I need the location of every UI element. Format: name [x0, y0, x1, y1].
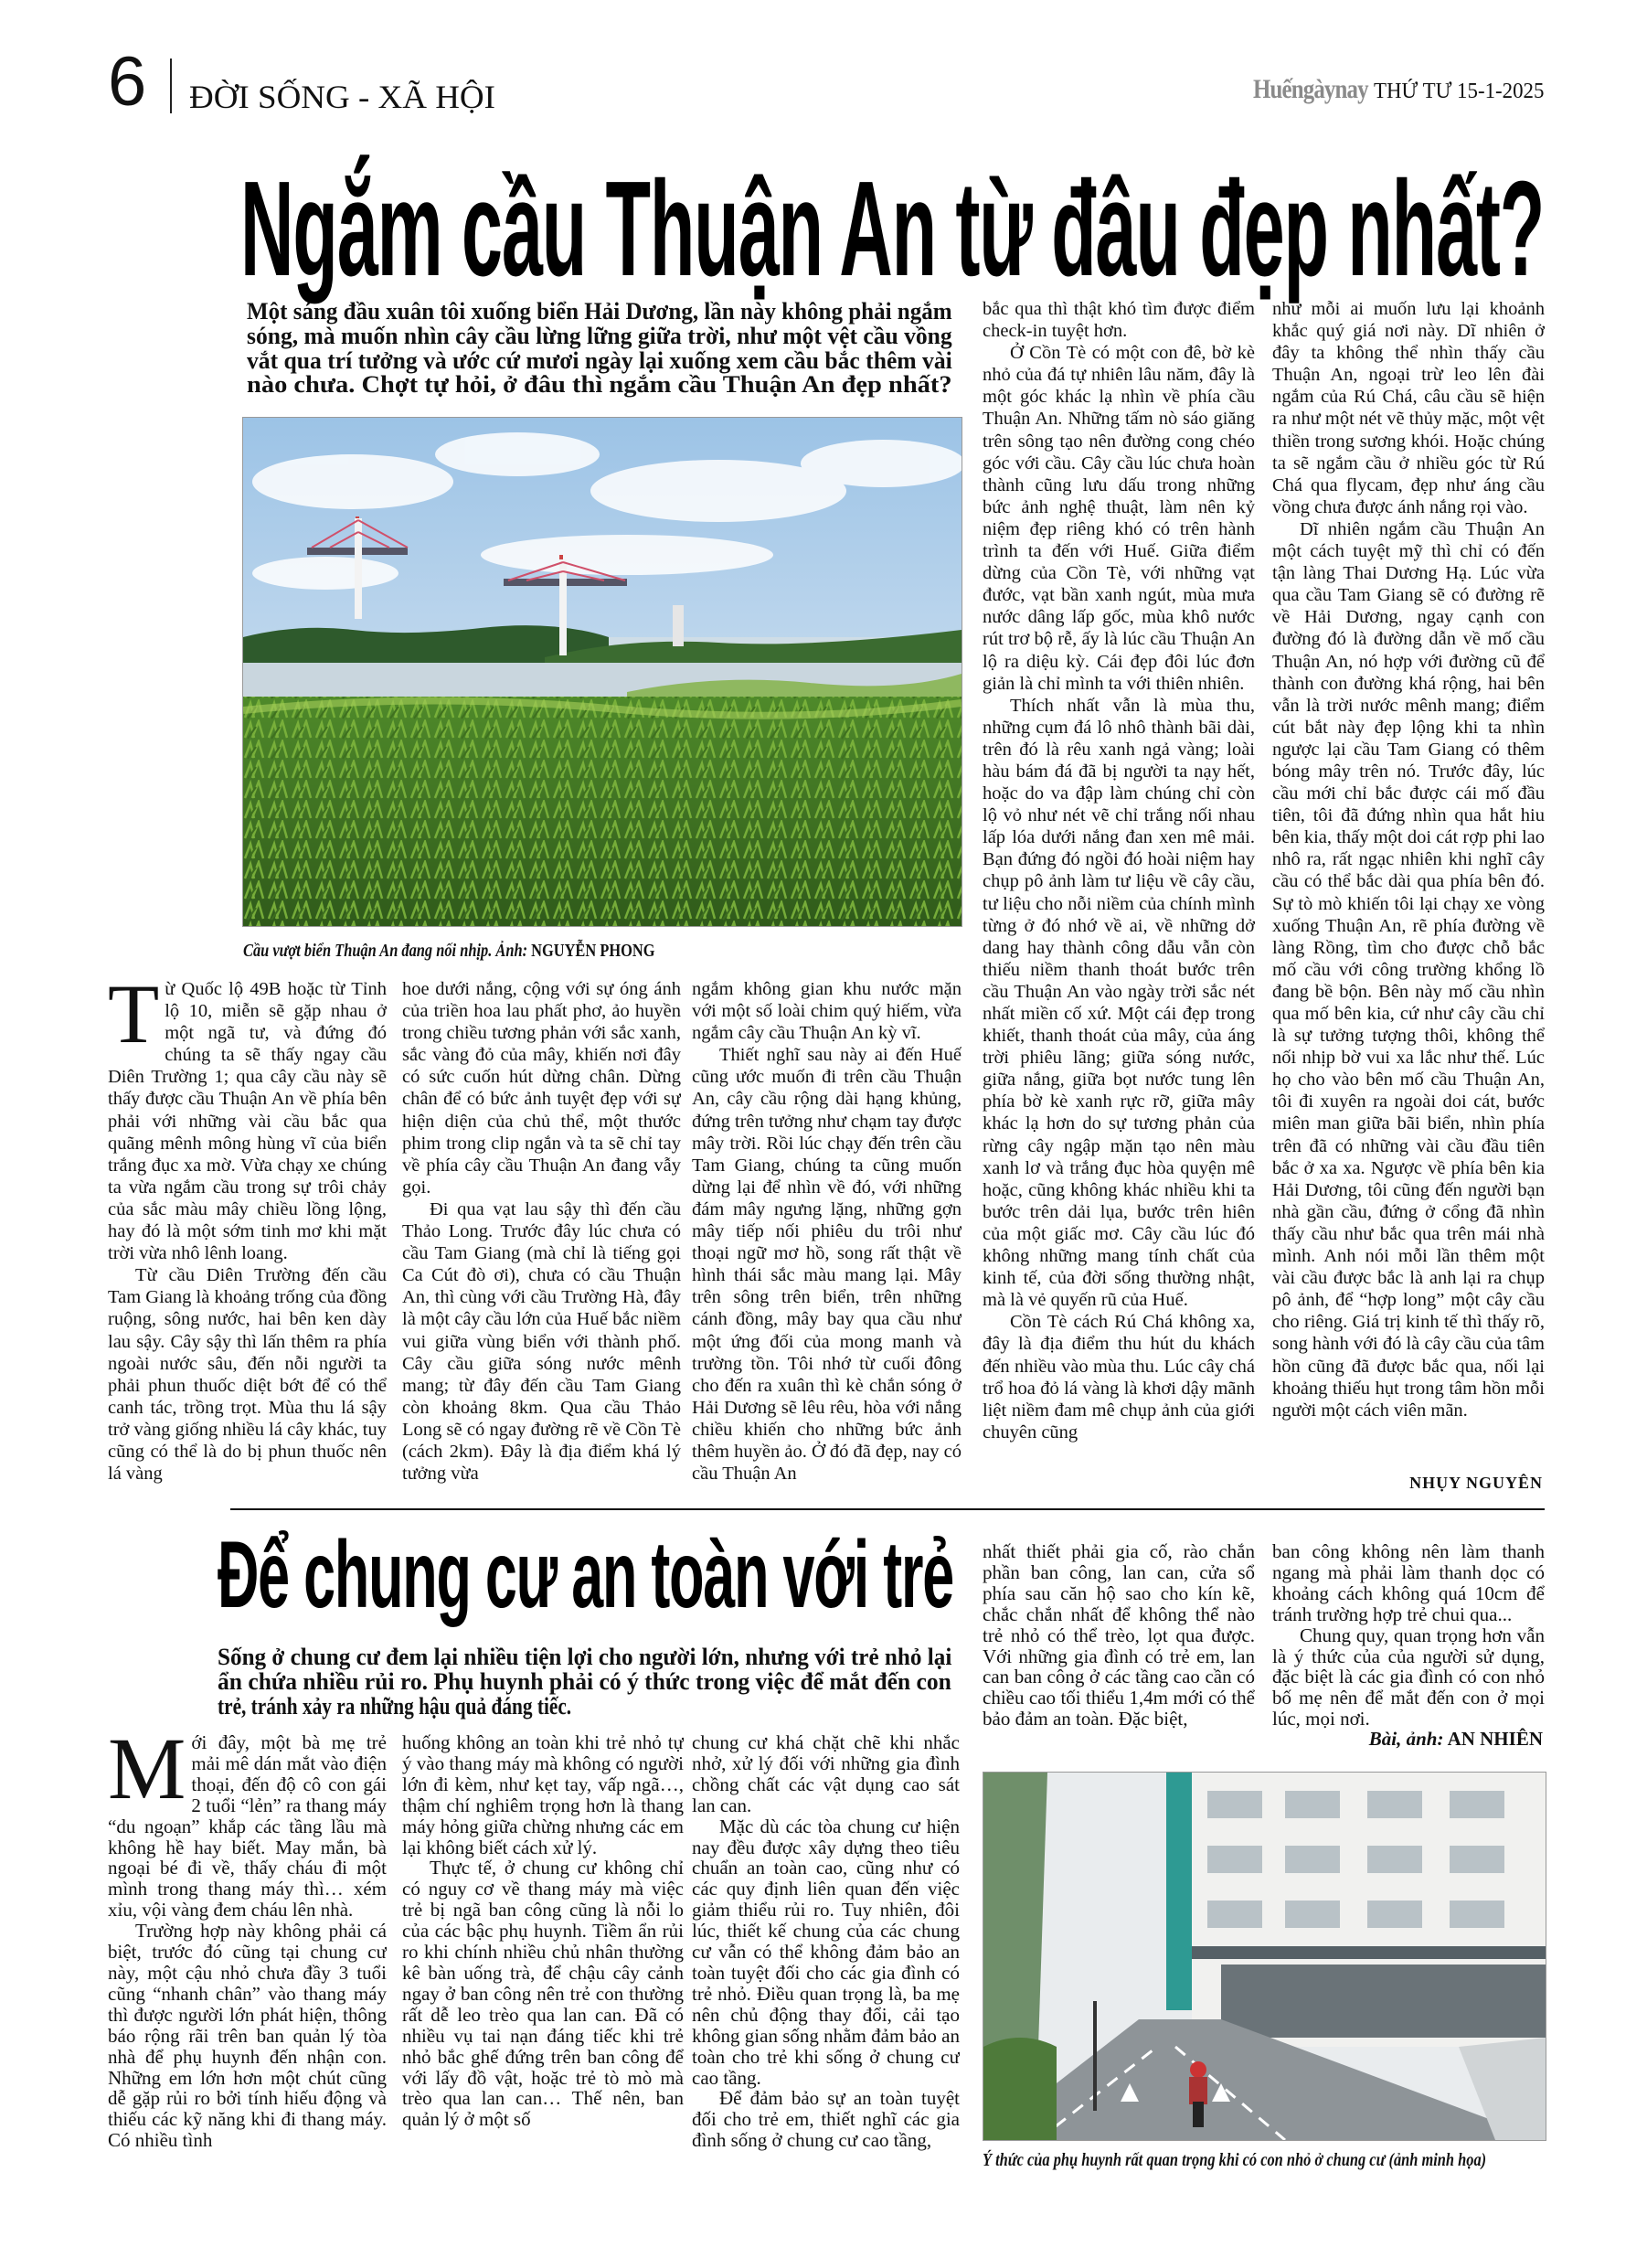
photo-credit: NGUYỄN PHONG: [531, 941, 655, 961]
bridge-photo: [242, 417, 962, 927]
lead-line: vắt qua trí tưởng và ước cứ mươi ngày lại xuống xem cầu bắc thêm vài: [247, 346, 952, 374]
byline-name: AN NHIÊN: [1447, 1728, 1543, 1750]
apartment-photo: [983, 1772, 1546, 2141]
article1-column-5: [1272, 298, 1545, 1464]
paragraph: huống không an toàn khi trẻ nhỏ tự ý vào thang máy mà không có người lớn đi kèm, như kẹt tay, vấp ngã…, thậm chí nghiêm trọng hơn là thang máy hỏng giữa chừng nhưng các em lại không biết cách xử lý.: [402, 1732, 684, 1858]
article-divider: [230, 1508, 1545, 1510]
apartment-photo-image: [983, 1773, 1546, 2140]
paragraph: ừ Quốc lộ 49B hoặc từ Tỉnh lộ 10, miễn sẽ gặp nhau ở một ngã tư, và đứng đó chúng ta sẽ thấy ngay cầu Diên Trường 1; qua cây cầu này sẽ thấy được cầu Thuận An về phía bên phải với những vài cầu bắc qua quãng mênh mông hùng vĩ của biển trắng đục xa mờ. Vừa chạy xe chúng ta vừa ngắm cầu trong sự trôi chảy của sắc màu mây chiều lồng lộng, hay đó là một sớm tinh mơ khi mặt trời vừa nhô lênh loang.: [108, 979, 387, 1264]
paragraph: chung cư khá chặt chẽ khi nhắc nhở, xử lý đối với những gia đình chồng chất các vật dụng cao sát lan can.: [692, 1732, 960, 1816]
paragraph: Cồn Tè cách Rú Chá không xa, đây là địa điểm thu hút du khách đến nhiều vào mùa thu. Lúc cây chá trổ hoa đỏ lá vàng là khơi dậy mãnh liệt niềm đam mê chụp ảnh của giới chuyên cũng: [983, 1312, 1255, 1443]
article1-headline-text: Ngắm cầu Thuận An từ đâu đẹp nhất?: [240, 154, 1545, 304]
newspaper-logo-text: Huếngàynay: [1253, 74, 1368, 104]
paragraph: ban công không nên làm thanh ngang mà phải làm thanh dọc có khoảng cách không quá 10cm để tránh trường hợp trẻ chui qua...: [1272, 1541, 1545, 1625]
paragraph: Thiết nghĩ sau này ai đến Huế cũng ước muốn đi trên cầu Thuận An, cây cầu rộng dài hạng khủng, đứng trên tưởng như chạm tay được mây trời. Rồi lúc chạy đến trên cầu Tam Giang, chúng ta cũng muốn dừng lại để nhìn về đó, với những đám mây ngưng lặng, những gợn mây tiếp nối phiêu du trôi như thoại ngữ mơ hồ, song rất thật về hình thái sắc màu mang lại. Mây trên sông trên biển, trên những cánh đồng, mây bay qua cầu như một ứng đối của mong manh và trường tồn. Tôi nhớ từ cuối đông cho đến ra xuân thì kè chắn sóng ở Hải Dương sẽ lêu rêu, hòa với nắng chiều khiến cho những bức ảnh thêm huyền ảo. Ở đó đã đẹp, nay có cầu Thuận An: [692, 1045, 962, 1485]
section-title: [189, 79, 495, 115]
bridge-photo-image: [243, 418, 962, 926]
paragraph: hoe dưới nắng, cộng với sự óng ánh của triền hoa lau phất phơ, ảo huyền trong chiều tương phản với sắc xanh, sắc vàng đỏ của mây, khiến nơi đây có sức cuốn hút dừng chân. Dừng chân để có bức ảnh tuyệt đẹp với sự hiện diện của chủ thể, một thước phim trong clip ngắn và ta sẽ chỉ tay về phía cây cầu Thuận An đang vẫy gọi.: [402, 979, 681, 1198]
paragraph: Trường hợp này không phải cá biệt, trước đó cũng tại chung cư này, một cậu nhỏ chưa đầy 3 tuổi cũng “nhanh chân” vào thang máy thì được người lớn phát hiện, thông báo rộng rãi trên ban quản lý tòa nhà để phụ huynh đến nhận con. Những em lớn hơn một chút cũng dễ gặp rủi ro bởi tính hiếu động và thiếu các kỹ năng khi đi thang máy. Có nhiều tình: [108, 1920, 387, 2152]
paragraph: ới đây, một bà mẹ trẻ mải mê dán mắt vào điện thoại, đến độ cô con gái 2 tuổi “lẻn” ra thang máy “du ngoạn” khắp các tầng lầu mà không hề hay biết. May mắn, bà ngoại bé đi về, thấy cháu đi một mình trong thang máy thì… xém xỉu, vội vàng đem cháu lên nhà.: [108, 1732, 387, 1922]
paragraph: nhất thiết phải gia cố, rào chắn phần ban công, lan can, cửa sổ phía sau căn hộ sao cho kín kẽ, chắc chắn nhất để không thể nào trẻ nhỏ có thể trèo, lọt qua được. Với những gia đình có trẻ em, lan can ban công ở các tầng cao cần có chiều cao tối thiểu 1,4m mới có thể bảo đảm an toàn. Đặc biệt,: [983, 1541, 1255, 1730]
article2-column-1: [108, 1732, 387, 2180]
paragraph: bắc qua thì thật khó tìm được điểm check-in tuyệt hơn.: [983, 299, 1255, 342]
lead-line: Một sáng đầu xuân tôi xuống biển Hải Dương, lần này không phải ngắm: [247, 298, 952, 325]
article2-column-5: [1272, 1541, 1545, 1733]
paragraph: Thực tế, ở chung cư không chỉ có nguy cơ về thang máy mà việc trẻ bị ngã ban công cũng là nỗi lo của các bậc phụ huynh. Tiềm ẩn rủi ro khi chính nhiều chủ nhân thường kê bàn uống trà, để chậu cây cảnh ngay ở ban công nên trẻ con thường rất dễ leo trèo qua lan can. Đã có nhiều vụ tai nạn đáng tiếc khi trẻ nhỏ bắc ghế đứng trên ban công để với lấy đồ vật, hoặc trẻ tò mò mà trèo qua lan can… Thế nên, ban quản lý ở một số: [402, 1857, 684, 2131]
article1-lead: [247, 300, 952, 398]
article2-lead: [218, 1645, 951, 1719]
page-number: 6: [108, 43, 147, 121]
drop-cap: T: [108, 978, 160, 1060]
lead-line: ẩn chứa nhiều rủi ro. Phụ huynh phải có ý thức trong việc để mắt đến con: [218, 1667, 951, 1695]
paragraph: Mặc dù các tòa chung cư hiện nay đều được xây dựng theo tiêu chuẩn an toàn cao, cũng như có các quy định liên quan đến việc giảm thiểu rủi ro. Tuy nhiên, đôi lúc, thiết kế chung của các chung cư vẫn có thể không đảm bảo an toàn tuyệt đối cho các gia đình có trẻ nhỏ. Điều quan trọng là, ba mẹ nên chủ động thay đổi, cải tạo không gian sống nhằm đảm bảo an toàn cho trẻ khi sống ở chung cư cao tầng.: [692, 1815, 960, 2089]
article2-byline: [1270, 1728, 1543, 1751]
article1-column-1: [108, 978, 387, 1486]
paragraph: Chung quy, quan trọng hơn vẫn là ý thức của của người sử dụng, đặc biệt là các gia đình có con nhỏ bố mẹ nên để mắt đến con ở mọi lúc, mọi nơi.: [1272, 1624, 1545, 1730]
paragraph: Đi qua vạt lau sậy thì đến cầu Thảo Long. Trước đây lúc chưa có cầu Tam Giang (mà chỉ là tiếng gọi Ca Cút đò ơi), chưa có cầu Thuận An, thì cùng với cầu Trường Hà, đây là một cây cầu lớn của Huế bắc niềm vui giữa vùng biển với thành phố. Cây cầu giữa sóng nước mênh mang; từ đây đến cầu Tam Giang còn khoảng 8km. Qua cầu Thảo Long sẽ có ngay đường rẽ về Cồn Tè (cách 2km). Đây là địa điểm khá lý tưởng vừa: [402, 1198, 681, 1485]
paragraph: Dĩ nhiên ngắm cầu Thuận An một cách tuyệt mỹ thì chỉ có đến tận làng Thai Dương Hạ. Lúc vừa qua cầu Tam Giang sẽ có đường rẽ về Hải Dương, ngay cạnh con đường đó là đường dẫn về mố cầu Thuận An, nó hợp với đường cũ để thành con đường khá rộng, hai bên vẫn là trời nước mênh mang; điểm cút bắt này đẹp lộng khi ta nhìn ngược lại cầu Tam Giang có thêm bóng mây trên nó. Trước đây, lúc cầu mới chỉ bắc được cái mố đầu tiên, tôi đã đứng nhìn qua hắt hiu bên kia, thấy một doi cát rợp phi lao nhô ra, rất ngạc nhiên khi nghĩ cây cầu có thể bắc dài qua phía bên đó. Sự tò mò khiến tôi lại chạy xe vòng xuống Thuận An, rẽ phía đường về làng Rồng, tìm cho được chỗ bắc mố cầu với công trường khổng lồ đang bề bộn. Bên này mố cầu nhìn qua mố bên kia, cứ như cây cầu chỉ là sự tưởng tượng thôi, không thể nối nhịp bờ vui xa lắc như thế. Lúc họ cho vào bên mố cầu Thuận An, tôi đi xuyên ra ngoài doi cát, bước miên man giữa bãi biển, nhìn phía trên đã có những vài cầu đầu tiên bắc ở xa xa. Ngược về phía bên kia Hải Dương, tôi cũng đến người bạn nhà gần cầu, đứng ở cổng đã nhìn thấy cầu như bắc qua trên mái nhà mình. Anh nói mỗi lần thêm một vài cầu được bắc là anh lại ra chụp pô ảnh, để “hợp long” một cây cầu cho riêng. Giá trị kinh tế thì thấy rõ, song hành với đó là cây cầu của tâm hồn cũng đã được bắc qua, nối lại khoảng thiếu hụt trong tâm hồn mỗi người một cách viên mãn.: [1272, 518, 1545, 1421]
article2-headline-text: Để chung cư an toàn với trẻ: [218, 1522, 953, 1628]
header-divider: [170, 59, 172, 113]
paragraph: Ở Cồn Tè có một con đê, bờ kè nhỏ của đá tự nhiên lâu năm, đây là một góc khác lạ nhìn về phía cầu Thuận An. Những tấm nò sáo giăng trên sông tạo nên đường cong chéo góc với cầu. Cây cầu lúc chưa hoàn thành cũng lưu dấu trong những bức ảnh nghệ thuật, làm nên kỷ niệm đẹp riêng khó có trên hành trình ta đến với Huế. Giữa điểm dừng của Cồn Tè, với những vạt đước, vạt bần xanh ngút, mùa mưa nước dâng lấp gốc, mùa khô nước rút trơ bộ rễ, ấy là lúc cầu Thuận An lộ ra diệu kỳ. Cái đẹp đôi lúc đơn giản là chỉ mình ta với thiên nhiên.: [983, 343, 1255, 694]
section-title-text: ĐỜI SỐNG - XÃ HỘI: [189, 79, 495, 115]
article1-headline: [240, 154, 1545, 304]
article1-column-4: [983, 298, 1255, 1486]
lead-line: nào chưa. Chợt tự hỏi, ở đâu thì ngắm cầu Thuận An đẹp nhất?: [247, 371, 952, 399]
issue-date-text: THỨ TƯ 15-1-2025: [1374, 80, 1545, 103]
lead-line: trẻ, tránh xảy ra những hậu quả đáng tiếc.: [218, 1692, 572, 1720]
article2-photo-caption: [983, 2150, 1545, 2170]
paragraph: Từ cầu Diên Trường đến cầu Tam Giang là khoảng trống của đồng ruộng, sông nước, hai bên ken dày lau sậy. Cây sậy thì lấn thêm ra phía ngoài nước sâu, đến nỗi người ta phải phun thuốc diệt bớt để có thể canh tác, trồng trọt. Mùa thu lá sậy trở vàng giống nhiều lá cây khác, tuy cũng có thể là do bị phun thuốc nên lá vàng: [108, 1265, 387, 1485]
article1-author: NHỤY NGUYÊN: [1409, 1474, 1543, 1492]
issue-date: [1374, 79, 1544, 104]
article1-column-2: [402, 978, 681, 1486]
lead-line: Sống ở chung cư đem lại nhiều tiện lợi cho người lớn, nhưng với trẻ nhỏ lại: [218, 1644, 952, 1670]
byline-label: Bài, ảnh:: [1368, 1728, 1444, 1750]
paragraph: Thích nhất vẫn là mùa thu, những cụm đá lô nhô thành bãi dài, trên đó là rêu xanh ngả vàng; loài hàu bám đá đã bị người ta nạy hết, hoặc do va đập làm chúng chỉ còn lộ vỏ như nét vẽ chỉ trắng nối nhau lấp lóa dưới nắng đan xen mê mải. Bạn đứng đó ngồi đó hoài niệm hay chụp pô ảnh làm tư liệu về cây cầu, tư liệu cho nỗi niềm của chính mình từng ở đó nhớ về ai, về những dở dang hay thành công dẫu vẫn còn thiếu niềm thanh thoát bước trên cầu Thuận An vào ngày trời sắc nét nhất miền cố xứ. Một cái đẹp trong khiết, thanh thoát của mây, của áng trời phiêu lãng; giữa sóng nước, giữa nắng, giữa bọt nước tung lên phía bờ kè xanh rực rỡ, giữa mây khác lạ hơn do sự tương phản của rừng cây ngập mặn tạo nên màu xanh lơ và trắng đục hòa quyện mê hoặc, cũng không khác nhiều khi ta bước trên dải lụa, bước trên hiên của một giấc mơ. Cây cầu lúc đó không những mang tính chất của kinh tế, của đời sống thường nhật, mà là vẻ quyến rũ của Huế.: [983, 695, 1255, 1311]
paragraph: như mỗi ai muốn lưu lại khoảnh khắc quý giá nơi này. Dĩ nhiên ở đây ta không thể nhìn thấy cầu Thuận An, ngoại trừ leo lên đài ngắm của Rú Chá, câu cầu sẽ hiện ra như một nét vẽ thủy mặc, một vệt thiền trong sương khói. Hoặc chúng ta sẽ ngắm cầu ở nhiều góc từ Rú Chá qua flycam, đẹp như áng cầu vồng chưa được ánh nắng rọi vào.: [1272, 299, 1545, 517]
paragraph: ngắm không gian khu nước mặn với một số loài chim quý hiếm, vừa ngắm cây cầu Thuận An kỳ vĩ.: [692, 979, 962, 1044]
caption-text: Cầu vượt biển Thuận An đang nối nhịp. Ảnh:: [243, 941, 528, 961]
drop-cap: M: [108, 1732, 186, 1817]
article2-column-4: [983, 1541, 1255, 1738]
article2-column-3: [692, 1732, 960, 2180]
article1-photo-caption: [243, 941, 718, 961]
paragraph: Để đảm bảo sự an toàn tuyệt đối cho trẻ em, thiết nghĩ các gia đình sống ở chung cư cao tầng,: [692, 2087, 960, 2152]
article2-headline: [218, 1522, 953, 1628]
article2-column-2: [402, 1732, 684, 2180]
newspaper-logo: [1253, 75, 1368, 104]
lead-line: sóng, mà muốn nhìn cây cầu lừng lững giữa trời, như một vệt cầu vồng: [247, 322, 952, 349]
article1-column-3: [692, 978, 962, 1486]
caption-text: Ý thức của phụ huynh rất quan trọng khi có con nhỏ ở chung cư (ảnh minh họa): [983, 2150, 1487, 2170]
